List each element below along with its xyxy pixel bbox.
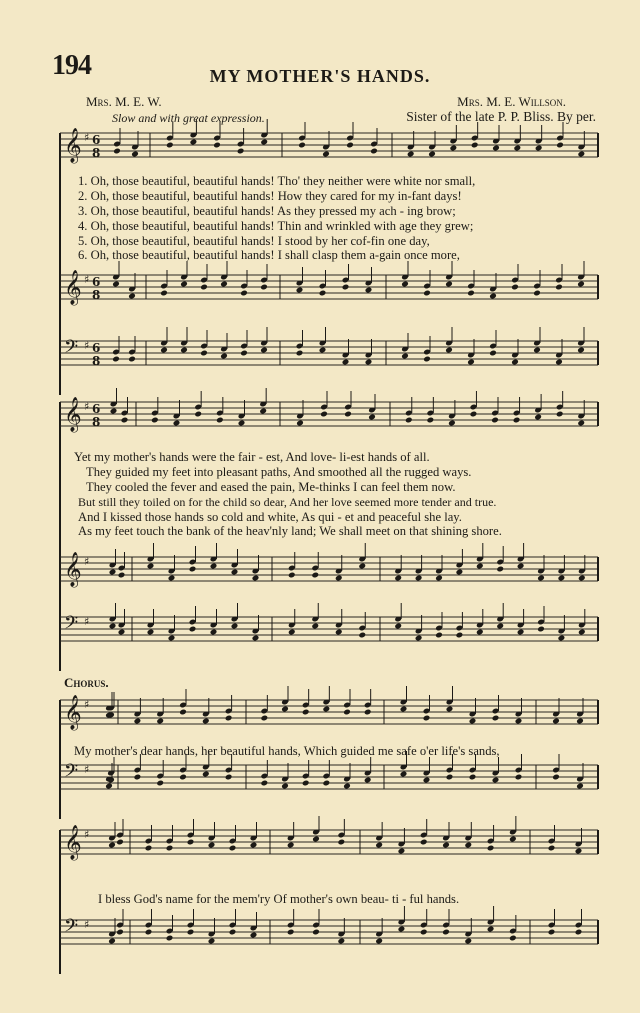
note-head xyxy=(338,839,346,846)
note-head xyxy=(156,718,164,725)
key-signature-sharp: ♯ xyxy=(84,828,90,841)
note-head xyxy=(238,420,246,427)
time-signature-top: 6 xyxy=(92,275,101,289)
note-head xyxy=(231,623,239,630)
note-head xyxy=(420,839,428,846)
note-head xyxy=(208,842,216,849)
note-head xyxy=(471,142,479,149)
time-signature-bottom: 8 xyxy=(92,415,101,429)
note-head xyxy=(489,350,497,357)
time-signature-bottom: 8 xyxy=(92,288,101,302)
note-head xyxy=(213,142,221,149)
note-head xyxy=(240,290,248,297)
note-head xyxy=(577,281,585,288)
note-head xyxy=(173,420,181,427)
note-head xyxy=(578,151,586,158)
note-head xyxy=(476,629,484,636)
note-head xyxy=(210,563,218,570)
note-head xyxy=(194,411,202,418)
verse-line-6b: As my feet touch the bank of the heav'nly land; We shall meet on that shining shore. xyxy=(78,524,502,538)
note-head xyxy=(112,356,120,363)
note-head xyxy=(237,148,245,155)
note-head xyxy=(365,287,373,294)
words-author: Mrs. M. E. W. xyxy=(86,94,162,109)
note-head xyxy=(576,783,584,790)
note-head xyxy=(145,845,153,852)
treble-clef: 𝄞 xyxy=(64,128,82,163)
note-head xyxy=(128,293,136,300)
note-head xyxy=(187,839,195,846)
note-head xyxy=(108,938,116,945)
note-head xyxy=(116,839,124,846)
note-head xyxy=(364,709,372,716)
note-head xyxy=(555,284,563,291)
note-head xyxy=(435,632,443,639)
key-signature-sharp: ♯ xyxy=(84,131,90,144)
verse-line-2a: 2. Oh, those beautiful, beautiful hands! How they cared for my in-fant days! xyxy=(78,189,462,203)
note-head xyxy=(134,774,142,781)
note-head xyxy=(442,929,450,936)
note-head xyxy=(302,709,310,716)
note-head xyxy=(533,347,541,354)
note-head xyxy=(365,359,373,366)
note-head xyxy=(200,284,208,291)
note-head xyxy=(288,572,296,579)
note-head xyxy=(476,563,484,570)
note-head xyxy=(229,845,237,852)
note-head xyxy=(259,408,267,415)
note-head xyxy=(110,408,118,415)
time-signature-top: 6 xyxy=(92,341,101,355)
note-head xyxy=(118,572,126,579)
note-head xyxy=(375,938,383,945)
hymn-title: MY MOTHER'S HANDS. xyxy=(209,66,431,86)
note-head xyxy=(156,780,164,787)
note-head xyxy=(168,575,176,582)
note-head xyxy=(534,414,542,421)
note-head xyxy=(398,926,406,933)
chorus-lyric-line-2: I bless God's name for the mem'ry Of mother's own beau- ti - ful hands. xyxy=(98,892,460,906)
note-head xyxy=(509,935,517,942)
note-head xyxy=(556,411,564,418)
note-head xyxy=(464,842,472,849)
note-head xyxy=(312,929,320,936)
treble-clef: 𝄞 xyxy=(64,270,82,305)
note-head xyxy=(445,347,453,354)
note-head xyxy=(496,623,504,630)
bass-clef: 𝄢 xyxy=(64,613,79,638)
note-head xyxy=(576,718,584,725)
note-head xyxy=(401,353,409,360)
note-head xyxy=(464,938,472,945)
note-head xyxy=(229,929,237,936)
note-head xyxy=(160,290,168,297)
note-head xyxy=(281,783,289,790)
note-head xyxy=(109,569,117,576)
note-head xyxy=(537,575,545,582)
note-head xyxy=(456,632,464,639)
note-head xyxy=(252,575,260,582)
bass-clef: 𝄢 xyxy=(64,916,79,941)
note-head xyxy=(240,350,248,357)
note-head xyxy=(113,148,121,155)
note-head xyxy=(511,284,519,291)
note-head xyxy=(364,777,372,784)
note-head xyxy=(428,151,436,158)
note-head xyxy=(202,771,210,778)
note-head xyxy=(260,284,268,291)
note-head xyxy=(415,575,423,582)
note-head xyxy=(131,151,139,158)
note-head xyxy=(548,929,556,936)
treble-clef: 𝄞 xyxy=(64,825,82,860)
note-head xyxy=(575,848,583,855)
note-head xyxy=(108,842,116,849)
note-head xyxy=(166,935,174,942)
verse-line-3b: They cooled the fever and eased the pain, Me-thinks I can feel them now. xyxy=(86,480,456,494)
note-head xyxy=(423,777,431,784)
note-head xyxy=(535,145,543,152)
note-head xyxy=(118,629,126,636)
note-head xyxy=(487,845,495,852)
note-head xyxy=(577,347,585,354)
note-head xyxy=(578,575,586,582)
note-head xyxy=(577,420,585,427)
note-head xyxy=(179,774,187,781)
note-head xyxy=(487,926,495,933)
note-head xyxy=(342,359,350,366)
note-head xyxy=(231,569,239,576)
note-head xyxy=(470,411,478,418)
chorus-lyric-line-1: My mother's dear hands, her beautiful hands, Which guided me safe o'er life's sands, xyxy=(74,744,500,758)
note-head xyxy=(250,842,258,849)
note-head xyxy=(335,575,343,582)
treble-clef: 𝄞 xyxy=(64,695,82,730)
note-head xyxy=(496,566,504,573)
note-head xyxy=(312,836,320,843)
note-head xyxy=(287,842,295,849)
note-head xyxy=(260,347,268,354)
note-head xyxy=(548,845,556,852)
note-head xyxy=(296,287,304,294)
note-head xyxy=(189,626,197,633)
note-head xyxy=(423,715,431,722)
note-head xyxy=(320,411,328,418)
note-head xyxy=(116,929,124,936)
verse-line-6a: 6. Oh, those beautiful, beautiful hands! I shall clasp them a-gain once more, xyxy=(78,248,460,262)
note-head xyxy=(112,281,120,288)
note-head xyxy=(105,783,113,790)
note-head xyxy=(407,151,415,158)
note-head xyxy=(343,709,351,716)
note-head xyxy=(202,718,210,725)
note-head xyxy=(552,718,560,725)
time-signature-top: 6 xyxy=(92,133,101,147)
note-head xyxy=(187,929,195,936)
note-head xyxy=(456,569,464,576)
note-head xyxy=(533,290,541,297)
note-head xyxy=(558,575,566,582)
note-head xyxy=(296,350,304,357)
note-head xyxy=(260,139,268,146)
note-head xyxy=(492,145,500,152)
verse-line-1b: Yet my mother's hands were the fair - est, And love- li-est hands of all. xyxy=(74,450,430,464)
note-head xyxy=(225,715,233,722)
note-head xyxy=(311,572,319,579)
note-head xyxy=(160,347,168,354)
note-head xyxy=(358,563,366,570)
note-head xyxy=(261,780,269,787)
note-head xyxy=(311,623,319,630)
note-head xyxy=(427,417,435,424)
note-head xyxy=(168,635,176,642)
note-head xyxy=(210,629,218,636)
bass-clef: 𝄢 xyxy=(64,761,79,786)
note-head xyxy=(323,780,331,787)
note-head xyxy=(179,709,187,716)
treble-clef: 𝄞 xyxy=(64,552,82,587)
note-head xyxy=(166,845,174,852)
note-head xyxy=(358,632,366,639)
time-signature-bottom: 8 xyxy=(92,354,101,368)
note-head xyxy=(302,780,310,787)
note-head xyxy=(287,929,295,936)
note-head xyxy=(338,938,346,945)
note-head xyxy=(346,142,354,149)
note-head xyxy=(189,566,197,573)
note-head xyxy=(420,929,428,936)
note-head xyxy=(166,142,174,149)
note-head xyxy=(398,848,406,855)
note-head xyxy=(513,417,521,424)
time-signature-bottom: 8 xyxy=(92,146,101,160)
note-head xyxy=(491,417,499,424)
page-number: 194 xyxy=(52,50,91,81)
note-head xyxy=(250,932,258,939)
note-head xyxy=(368,414,376,421)
note-head xyxy=(121,417,129,424)
composer-credit: Sister of the late P. P. Bliss. By per. xyxy=(406,109,596,124)
note-head xyxy=(342,284,350,291)
note-head xyxy=(147,629,155,636)
key-signature-sharp: ♯ xyxy=(84,555,90,568)
note-head xyxy=(394,575,402,582)
verse-line-4a: 4. Oh, those beautiful, beautiful hands! Thin and wrinkled with age they grew; xyxy=(78,219,474,233)
key-signature-sharp: ♯ xyxy=(84,698,90,711)
note-head xyxy=(281,706,289,713)
note-head xyxy=(517,629,525,636)
key-signature-sharp: ♯ xyxy=(84,339,90,352)
note-head xyxy=(556,142,564,149)
note-head xyxy=(200,350,208,357)
note-head xyxy=(261,715,269,722)
note-head xyxy=(109,623,117,630)
note-head xyxy=(252,635,260,642)
verse-line-5b: And I kissed those hands so cold and white, As qui - et and peaceful she lay. xyxy=(78,510,462,524)
note-head xyxy=(492,777,500,784)
note-head xyxy=(134,718,142,725)
note-head xyxy=(446,774,454,781)
time-signature-top: 6 xyxy=(92,402,101,416)
note-head xyxy=(216,417,224,424)
note-head xyxy=(220,281,228,288)
key-signature-sharp: ♯ xyxy=(84,273,90,286)
note-head xyxy=(288,629,296,636)
note-head xyxy=(394,623,402,630)
note-head xyxy=(190,139,198,146)
verse-line-1a: 1. Oh, those beautiful, beautiful hands! Tho' they neither were white nor small, xyxy=(78,174,476,188)
note-head xyxy=(469,774,477,781)
music-composer: Mrs. M. E. Willson. xyxy=(457,94,566,109)
note-head xyxy=(555,359,563,366)
note-head xyxy=(319,290,327,297)
note-head xyxy=(375,842,383,849)
note-head xyxy=(558,635,566,642)
note-head xyxy=(492,715,500,722)
note-head xyxy=(467,290,475,297)
note-head xyxy=(467,359,475,366)
note-head xyxy=(335,629,343,636)
verse-line-5a: 5. Oh, those beautiful, beautiful hands! I stood by her cof-fin one day, xyxy=(78,234,430,248)
note-head xyxy=(400,706,408,713)
note-head xyxy=(448,420,456,427)
chorus-label: Chorus. xyxy=(64,675,109,690)
note-head xyxy=(515,774,523,781)
verse-line-4b: But still they toiled on for the child so dear, And her love seemed more tender and true. xyxy=(78,495,497,509)
note-head xyxy=(145,929,153,936)
tempo-marking: Slow and with great expression. xyxy=(112,111,265,125)
note-head xyxy=(405,417,413,424)
note-head xyxy=(147,563,155,570)
note-head xyxy=(370,148,378,155)
note-head xyxy=(323,706,331,713)
note-head xyxy=(537,626,545,633)
note-head xyxy=(489,293,497,300)
note-head xyxy=(296,420,304,427)
note-head xyxy=(423,356,431,363)
note-head xyxy=(575,929,583,936)
note-head xyxy=(180,281,188,288)
note-head xyxy=(423,290,431,297)
note-head xyxy=(509,836,517,843)
key-signature-sharp: ♯ xyxy=(84,400,90,413)
note-head xyxy=(578,629,586,636)
note-head xyxy=(344,411,352,418)
note-head xyxy=(515,718,523,725)
note-head xyxy=(450,145,458,152)
verse-line-3a: 3. Oh, those beautiful, beautiful hands! As they pressed my ach - ing brow; xyxy=(78,204,456,218)
note-head xyxy=(442,842,450,849)
note-head xyxy=(401,281,409,288)
note-head xyxy=(322,151,330,158)
note-head xyxy=(514,145,522,152)
verse-line-2b: They guided my feet into pleasant paths, And smoothed all the rugged ways. xyxy=(86,465,472,479)
key-signature-sharp: ♯ xyxy=(84,615,90,628)
note-head xyxy=(415,635,423,642)
key-signature-sharp: ♯ xyxy=(84,918,90,931)
note-head xyxy=(511,359,519,366)
note-head xyxy=(343,783,351,790)
treble-clef: 𝄞 xyxy=(64,397,82,432)
note-head xyxy=(400,771,408,778)
note-head xyxy=(208,938,216,945)
note-head xyxy=(435,575,443,582)
note-head xyxy=(552,774,560,781)
key-signature-sharp: ♯ xyxy=(84,763,90,776)
note-head xyxy=(151,417,159,424)
bass-clef: 𝄢 xyxy=(64,337,79,362)
note-head xyxy=(128,356,136,363)
note-head xyxy=(298,142,306,149)
note-head xyxy=(517,563,525,570)
note-head xyxy=(469,718,477,725)
note-head xyxy=(446,706,454,713)
note-head xyxy=(220,353,228,360)
note-head xyxy=(225,774,233,781)
note-head xyxy=(180,347,188,354)
note-head xyxy=(319,347,327,354)
note-head xyxy=(445,281,453,288)
